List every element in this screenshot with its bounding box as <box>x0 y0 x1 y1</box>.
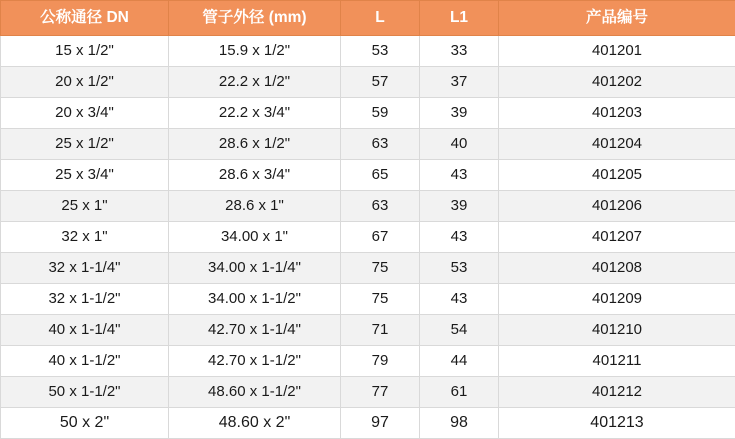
table-row <box>1 315 735 346</box>
table-row <box>1 284 735 315</box>
cell-od: 28.6 x 1/2" <box>169 129 341 160</box>
cell-code: 401210 <box>499 315 735 346</box>
column-header-code: 产品编号 <box>499 1 735 36</box>
cell-od: 34.00 x 1" <box>169 222 341 253</box>
cell-dn: 25 x 3/4" <box>1 160 169 191</box>
column-header-l: L <box>341 1 420 36</box>
cell-od: 34.00 x 1-1/2" <box>169 284 341 315</box>
cell-od: 48.60 x 1-1/2" <box>169 377 341 408</box>
cell-code: 401201 <box>499 36 735 67</box>
cell-l: 53 <box>341 36 420 67</box>
cell-dn: 25 x 1" <box>1 191 169 222</box>
cell-code: 401209 <box>499 284 735 315</box>
cell-l1: 40 <box>420 129 499 160</box>
cell-od: 15.9 x 1/2" <box>169 36 341 67</box>
cell-code: 401211 <box>499 346 735 377</box>
cell-code: 401206 <box>499 191 735 222</box>
table-header-row <box>1 1 735 36</box>
table-row <box>1 408 735 439</box>
cell-dn: 40 x 1-1/2" <box>1 346 169 377</box>
table-body <box>1 36 735 439</box>
table-row <box>1 67 735 98</box>
cell-od: 28.6 x 3/4" <box>169 160 341 191</box>
column-header-od: 管子外径 (mm) <box>169 1 341 36</box>
column-header-dn: 公称通径 DN <box>1 1 169 36</box>
cell-l: 77 <box>341 377 420 408</box>
cell-l: 63 <box>341 129 420 160</box>
cell-code: 401208 <box>499 253 735 284</box>
cell-od: 42.70 x 1-1/4" <box>169 315 341 346</box>
table-row <box>1 36 735 67</box>
cell-l: 59 <box>341 98 420 129</box>
cell-dn: 32 x 1-1/2" <box>1 284 169 315</box>
cell-code: 401205 <box>499 160 735 191</box>
cell-l: 75 <box>341 284 420 315</box>
table-row <box>1 377 735 408</box>
cell-l1: 33 <box>420 36 499 67</box>
cell-l1: 39 <box>420 98 499 129</box>
table-row <box>1 129 735 160</box>
cell-l1: 53 <box>420 253 499 284</box>
cell-code: 401207 <box>499 222 735 253</box>
cell-dn: 32 x 1-1/4" <box>1 253 169 284</box>
cell-dn: 20 x 1/2" <box>1 67 169 98</box>
cell-code: 401213 <box>499 408 735 439</box>
cell-od: 42.70 x 1-1/2" <box>169 346 341 377</box>
cell-l: 67 <box>341 222 420 253</box>
cell-dn: 50 x 1-1/2" <box>1 377 169 408</box>
cell-dn: 50 x 2" <box>1 408 169 439</box>
cell-l1: 43 <box>420 160 499 191</box>
cell-l1: 43 <box>420 284 499 315</box>
cell-od: 34.00 x 1-1/4" <box>169 253 341 284</box>
cell-l1: 54 <box>420 315 499 346</box>
cell-l: 57 <box>341 67 420 98</box>
cell-l: 71 <box>341 315 420 346</box>
cell-l: 97 <box>341 408 420 439</box>
cell-od: 48.60 x 2" <box>169 408 341 439</box>
table-row <box>1 346 735 377</box>
cell-od: 22.2 x 3/4" <box>169 98 341 129</box>
cell-l: 65 <box>341 160 420 191</box>
table-header <box>1 1 735 36</box>
table-row <box>1 191 735 222</box>
cell-code: 401203 <box>499 98 735 129</box>
cell-l1: 37 <box>420 67 499 98</box>
table-row <box>1 98 735 129</box>
cell-l: 79 <box>341 346 420 377</box>
cell-dn: 20 x 3/4" <box>1 98 169 129</box>
table-row <box>1 160 735 191</box>
cell-l1: 61 <box>420 377 499 408</box>
cell-od: 28.6 x 1" <box>169 191 341 222</box>
cell-od: 22.2 x 1/2" <box>169 67 341 98</box>
table-row <box>1 222 735 253</box>
cell-l1: 39 <box>420 191 499 222</box>
cell-dn: 40 x 1-1/4" <box>1 315 169 346</box>
cell-dn: 32 x 1" <box>1 222 169 253</box>
cell-code: 401212 <box>499 377 735 408</box>
cell-code: 401204 <box>499 129 735 160</box>
cell-l1: 44 <box>420 346 499 377</box>
cell-code: 401202 <box>499 67 735 98</box>
cell-dn: 15 x 1/2" <box>1 36 169 67</box>
cell-l: 63 <box>341 191 420 222</box>
table-row <box>1 253 735 284</box>
cell-dn: 25 x 1/2" <box>1 129 169 160</box>
cell-l1: 98 <box>420 408 499 439</box>
column-header-l1: L1 <box>420 1 499 36</box>
cell-l: 75 <box>341 253 420 284</box>
cell-l1: 43 <box>420 222 499 253</box>
